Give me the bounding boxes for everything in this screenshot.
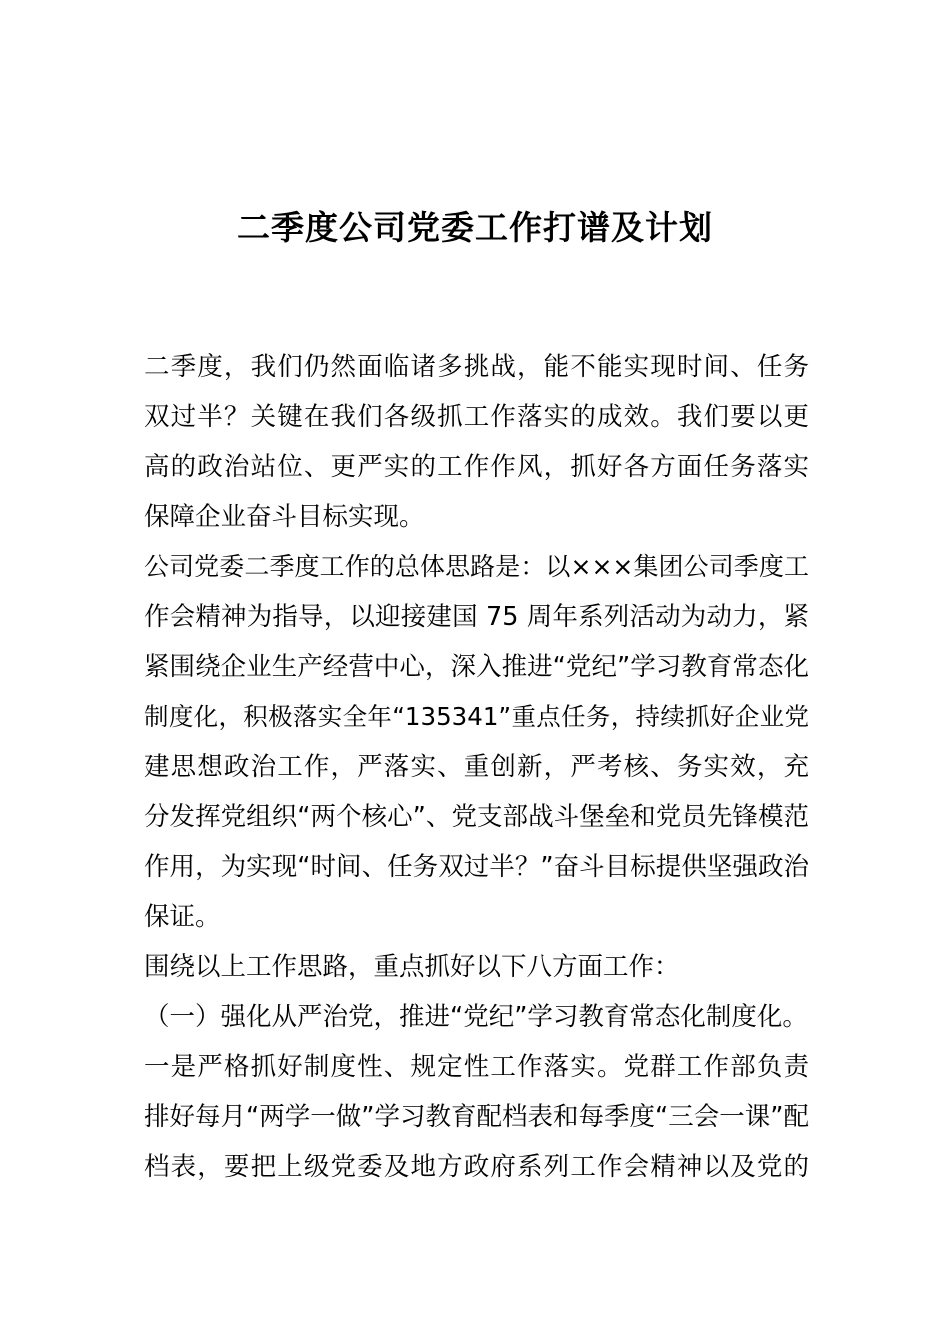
- paragraph-line: 围绕以上工作思路，重点抓好以下八方面工作：: [144, 952, 680, 982]
- paragraph-line: 双过半？关键在我们各级抓工作落实的成效。我们要以更: [144, 402, 809, 432]
- paragraph-line: 排好每月“两学一做”学习教育配档表和每季度“三会一课”配: [144, 1102, 809, 1132]
- paragraph-line: 制度化，积极落实全年“135341”重点任务，持续抓好企业党: [144, 702, 809, 731]
- paragraph-line: 建思想政治工作，严落实、重创新，严考核、务实效，充: [144, 752, 809, 782]
- paragraph-line: 作用，为实现“时间、任务双过半？”奋斗目标提供坚强政治: [144, 852, 809, 882]
- paragraph-line: 紧围绕企业生产经营中心，深入推进“党纪”学习教育常态化: [144, 652, 809, 682]
- paragraph-line: 二季度，我们仍然面临诸多挑战，能不能实现时间、任务: [144, 352, 809, 382]
- document-title: 二季度公司党委工作打谱及计划: [237, 208, 713, 247]
- section-heading: （一）强化从严治党，推进“党纪”学习教育常态化制度化。: [144, 1002, 808, 1032]
- paragraph-line: 分发挥党组织“两个核心”、党支部战斗堡垒和党员先锋模范: [144, 802, 809, 832]
- document-body: [144, 342, 809, 1192]
- paragraph-line: 一是严格抓好制度性、规定性工作落实。党群工作部负责: [144, 1052, 809, 1082]
- paragraph-line: 作会精神为指导，以迎接建国 75 周年系列活动为动力，紧: [144, 602, 809, 632]
- paragraph-line: 高的政治站位、更严实的工作作风，抓好各方面任务落实: [144, 452, 809, 482]
- paragraph-line: 公司党委二季度工作的总体思路是：以×××集团公司季度工: [144, 552, 809, 581]
- paragraph-line: 档表，要把上级党委及地方政府系列工作会精神以及党的: [144, 1152, 809, 1182]
- paragraph-line: 保证。: [144, 902, 221, 932]
- paragraph-line: 保障企业奋斗目标实现。: [144, 502, 425, 532]
